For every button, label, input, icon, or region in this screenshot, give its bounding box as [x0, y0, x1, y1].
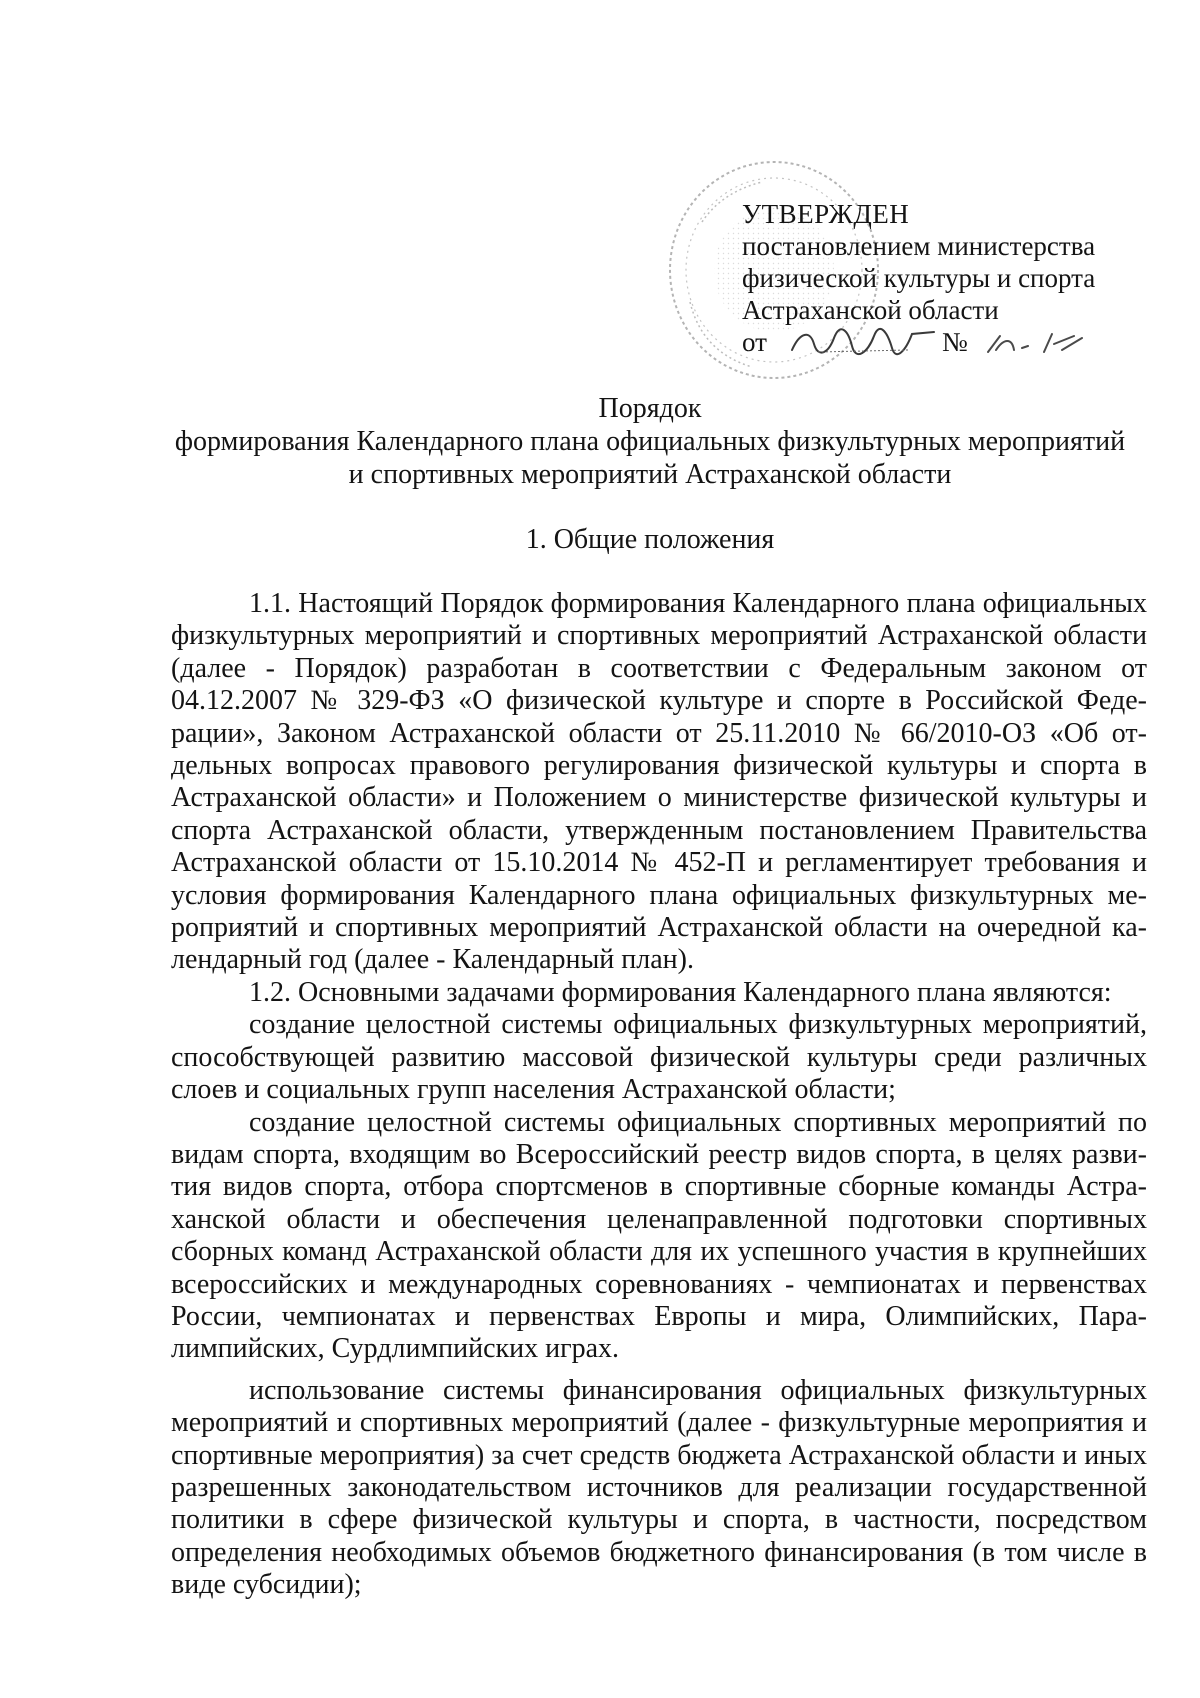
title-line-2: формирования Календарного плана официальных физкультурных мероприятий	[174, 426, 1126, 457]
title-line-1: Порядок	[598, 393, 702, 424]
handwritten-number-signature	[982, 328, 1102, 358]
approval-line-2: физической культуры и спорта	[742, 263, 1096, 293]
section-heading: 1. Общие положения	[525, 524, 775, 555]
document-body	[171, 588, 1147, 1602]
approval-line-3: Астраханской области	[742, 295, 999, 325]
document-title	[150, 392, 1150, 491]
handwritten-date-signature	[788, 324, 938, 358]
paragraph-task-2: создание целостной системы официальных спортивных мероприятий по видам спорта, входящим во Всероссийский реестр видов спорта, в целях развития видов спорта, отбора спортсменов в спортивные сборные команды Астраханской области и обеспечения целенаправленной подготовки спортивных сборных команд Астраханской области для их успешного участия в крупнейших всероссийских и международных соревнованиях - чемпионатах и первенствах России, чемпионатах и первенствах Европы и мира, Олимпийских, Паралимпийских, Сурдлимпийских играх.	[171, 1106, 1147, 1365]
approval-block	[742, 198, 1162, 358]
number-label: №	[942, 327, 968, 357]
approval-heading: УТВЕРЖДЕН	[742, 199, 910, 229]
title-line-3: и спортивных мероприятий Астраханской области	[348, 459, 952, 490]
approval-line-1: постановлением министерства	[742, 231, 1096, 261]
paragraph-1-1: 1.1. Настоящий Порядок формирования Календарного плана официальных физкультурных мероприятий и спортивных мероприятий Астраханской области (далее - Порядок) разработан в соответствии с Федеральным законом от 04.12.2007 № 329-ФЗ «О физической культуре и спорте в Российской Федерации», Законом Астраханской области от 25.11.2010 № 66/2010-ОЗ «Об отдельных вопросах правового регулирования физической культуры и спорта в Астраханской области» и Положением о министерстве физической культуры и спорта Астраханской области, утвержденным постановлением Правительства Астраханской области от 15.10.2014 № 452-П и регламентирует требования и условия формирования Календарного плана официальных физкультурных мероприятий и спортивных мероприятий Астраханской области на очередной календарный год (далее - Календарный план).	[171, 588, 1147, 976]
approval-date-line	[742, 326, 1162, 358]
from-label: от	[742, 327, 767, 357]
paragraph-task-1: создание целостной системы официальных физкультурных мероприятий, способствующей развитию массовой физической культуры среди различных слоев и социальных групп населения Астраханской области;	[171, 1009, 1147, 1106]
paragraph-1-2: 1.2. Основными задачами формирования Календарного плана являются:	[249, 976, 1112, 1008]
paragraph-task-3: использование системы финансирования официальных физкультурных мероприятий и спортивных мероприятий (далее - физкультурные мероприятия и спортивные мероприятия) за счет средств бюджета Астраханской области и иных разрешенных законодательством источников для реализации государственной политики в сфере физической культуры и спорта, в частности, посредством определения необходимых объемов бюджетного финансирования (в том числе в виде субсидии);	[171, 1374, 1147, 1601]
